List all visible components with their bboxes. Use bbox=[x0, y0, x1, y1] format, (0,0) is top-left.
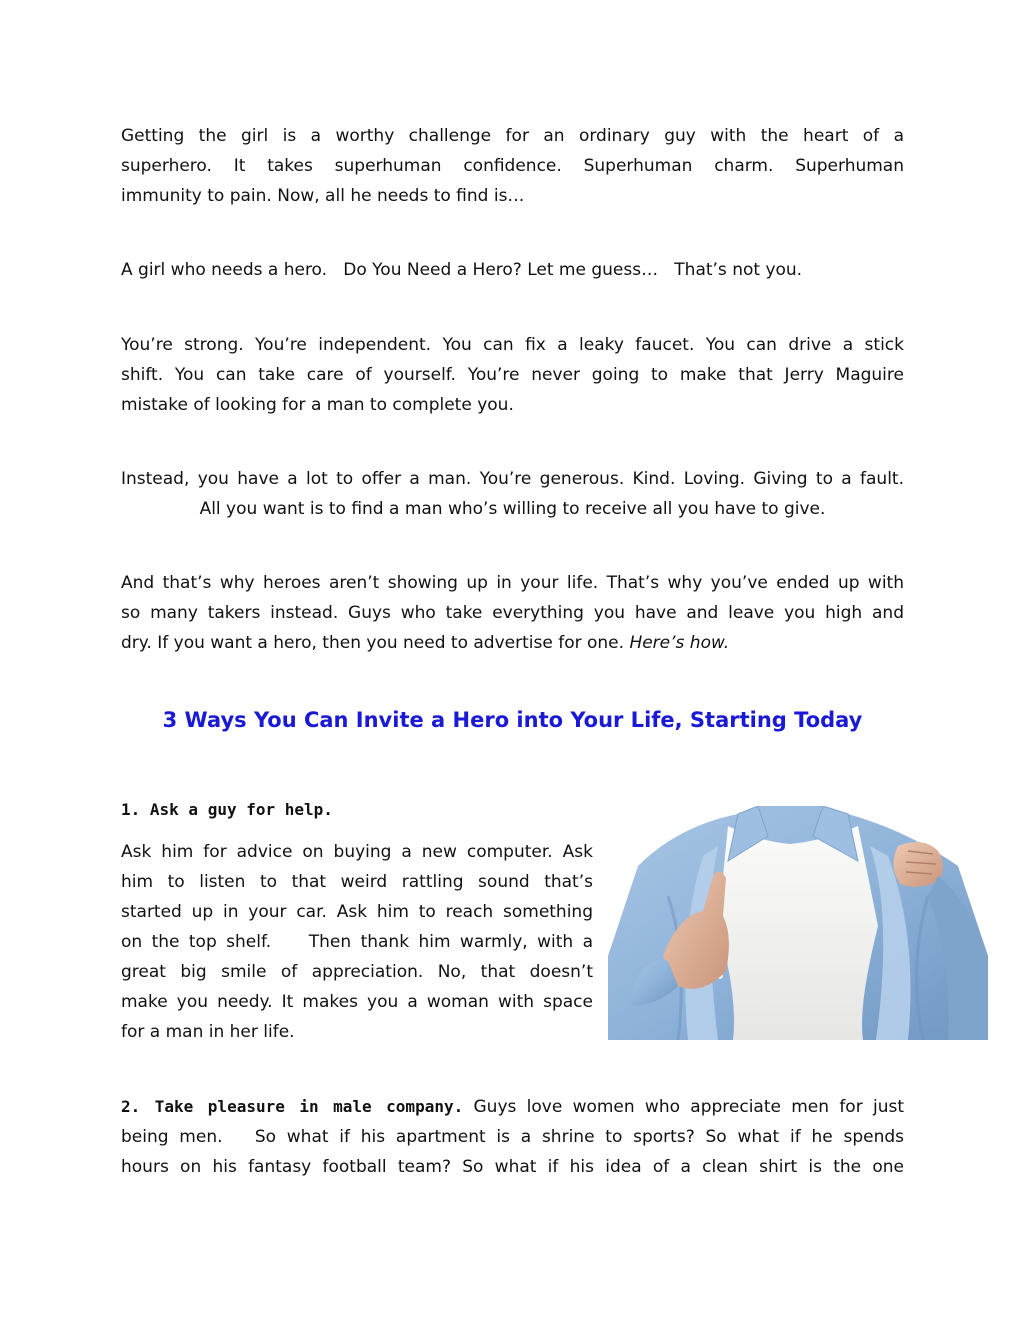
intro-paragraph bbox=[121, 121, 904, 211]
text-line: on the top shelf. Then thank him warmly, with a bbox=[121, 932, 593, 952]
text-line: being men. So what if his apartment is a shrine to sports? So what if he spends bbox=[121, 1127, 904, 1147]
text-line: mistake of looking for a man to complete you. bbox=[121, 395, 514, 415]
text-line: great big smile of appreciation. No, that doesn’t bbox=[121, 962, 593, 982]
text-line: All you want is to find a man who’s willing to receive all you have to give. bbox=[199, 499, 826, 519]
text-line: Ask him for advice on buying a new computer. Ask bbox=[121, 842, 593, 862]
text-line: immunity to pain. Now, all he needs to find is… bbox=[121, 186, 525, 206]
text-line: shift. You can take care of yourself. You’re never going to make that Jerry Maguire bbox=[121, 365, 904, 385]
text-line bbox=[121, 628, 904, 658]
item1-body bbox=[121, 837, 593, 1047]
text-line: him to listen to that weird rattling sound that’s bbox=[121, 872, 593, 892]
text-line: superhero. It takes superhuman confidence. Superhuman charm. Superhuman bbox=[121, 156, 904, 176]
text-line: A girl who needs a hero. Do You Need a Hero? Let me guess… That’s not you. bbox=[121, 260, 803, 280]
strong-independent-paragraph bbox=[121, 330, 904, 420]
emphasis-text: Here’s how. bbox=[629, 633, 730, 653]
offer-paragraph bbox=[121, 464, 904, 524]
text-line: You’re strong. You’re independent. You can fix a leaky faucet. You can drive a stick bbox=[121, 335, 904, 355]
item1-title: 1. Ask a guy for help. bbox=[121, 800, 333, 819]
item2-title: 2. Take pleasure in male company. bbox=[121, 1097, 464, 1116]
text-line: And that’s why heroes aren’t showing up in your life. That’s why you’ve ended up with bbox=[121, 573, 904, 593]
text-line: Instead, you have a lot to offer a man. You’re generous. Kind. Loving. Giving to a fault. bbox=[121, 469, 904, 489]
text-line bbox=[121, 1092, 904, 1122]
text-line: Getting the girl is a worthy challenge for an ordinary guy with the heart of a bbox=[121, 126, 904, 146]
section-heading: 3 Ways You Can Invite a Hero into Your Life, Starting Today bbox=[162, 708, 863, 732]
text-line: for a man in her life. bbox=[121, 1022, 295, 1042]
man-opening-shirt-photo bbox=[608, 806, 988, 1040]
text-line: make you needy. It makes you a woman with space bbox=[121, 992, 593, 1012]
text-fragment: Guys love women who appreciate men for just bbox=[463, 1097, 904, 1117]
item2-paragraph bbox=[121, 1092, 904, 1182]
text-line: hours on his fantasy football team? So what if his idea of a clean shirt is the one bbox=[121, 1157, 904, 1177]
hero-question-paragraph bbox=[121, 255, 904, 285]
text-fragment: dry. If you want a hero, then you need to advertise for one. bbox=[121, 633, 630, 653]
takers-paragraph bbox=[121, 568, 904, 658]
text-line: started up in your car. Ask him to reach something bbox=[121, 902, 593, 922]
text-line: so many takers instead. Guys who take everything you have and leave you high and bbox=[121, 603, 904, 623]
